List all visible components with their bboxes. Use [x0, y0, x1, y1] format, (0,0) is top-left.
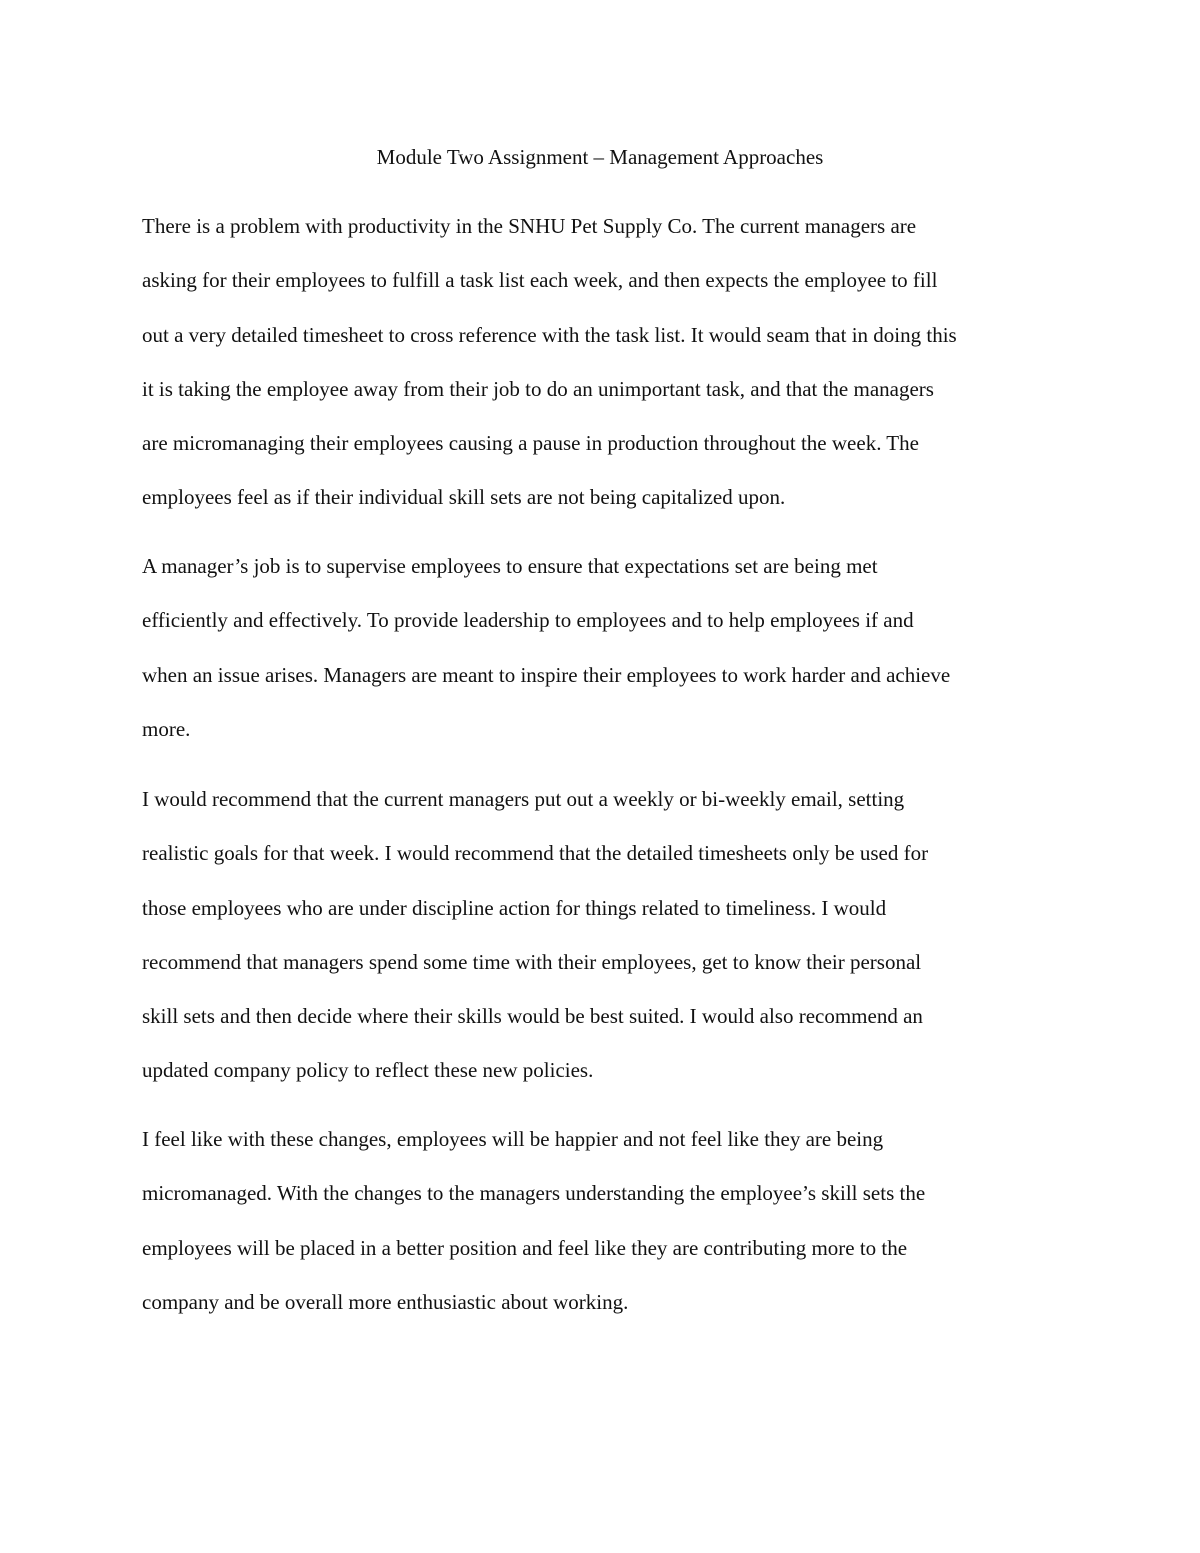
- paragraph-line: A manager’s job is to supervise employees to ensure that expectations set are being met: [142, 554, 878, 578]
- paragraph-line: employees will be placed in a better position and feel like they are contributing more to the: [142, 1235, 908, 1260]
- paragraph-conclusion: [142, 1112, 1072, 1329]
- document-title: Module Two Assignment – Management Approaches: [376, 145, 824, 169]
- paragraph-line: realistic goals for that week. I would recommend that the detailed timesheets only be used for: [142, 841, 929, 866]
- paragraph-line: are micromanaging their employees causing a pause in production throughout the week. The: [142, 431, 919, 456]
- paragraph-line: out a very detailed timesheet to cross reference with the task list. It would seam that in doing this: [142, 322, 957, 347]
- paragraph-problem: [142, 199, 1072, 525]
- paragraph-line: when an issue arises. Managers are meant to inspire their employees to work harder and achieve: [142, 662, 951, 687]
- paragraph-line: efficiently and effectively. To provide leadership to employees and to help employees if and: [142, 608, 914, 633]
- paragraph-line: There is a problem with productivity in the SNHU Pet Supply Co. The current managers are: [142, 214, 917, 238]
- paragraph-line: asking for their employees to fulfill a task list each week, and then expects the employee to fill: [142, 268, 938, 293]
- paragraph-line: employees feel as if their individual skill sets are not being capitalized upon.: [142, 485, 786, 510]
- paragraph-line: micromanaged. With the changes to the managers understanding the employee’s skill sets the: [142, 1181, 926, 1206]
- paragraph-line: skill sets and then decide where their skills would be best suited. I would also recommend an: [142, 1004, 923, 1029]
- paragraph-line: those employees who are under discipline action for things related to timeliness. I would: [142, 895, 887, 920]
- paragraph-line: I would recommend that the current managers put out a weekly or bi-weekly email, setting: [142, 787, 905, 811]
- paragraph-line: more.: [142, 716, 191, 741]
- paragraph-manager-role: [142, 539, 1072, 756]
- paragraph-line: company and be overall more enthusiastic about working.: [142, 1289, 629, 1314]
- paragraph-line: recommend that managers spend some time with their employees, get to know their personal: [142, 949, 922, 974]
- paragraph-line: it is taking the employee away from their job to do an unimportant task, and that the managers: [142, 376, 934, 401]
- paragraph-line: updated company policy to reflect these new policies.: [142, 1058, 594, 1083]
- paragraph-recommendations: [142, 772, 1072, 1098]
- paragraph-line: I feel like with these changes, employees will be happier and not feel like they are being: [142, 1127, 884, 1151]
